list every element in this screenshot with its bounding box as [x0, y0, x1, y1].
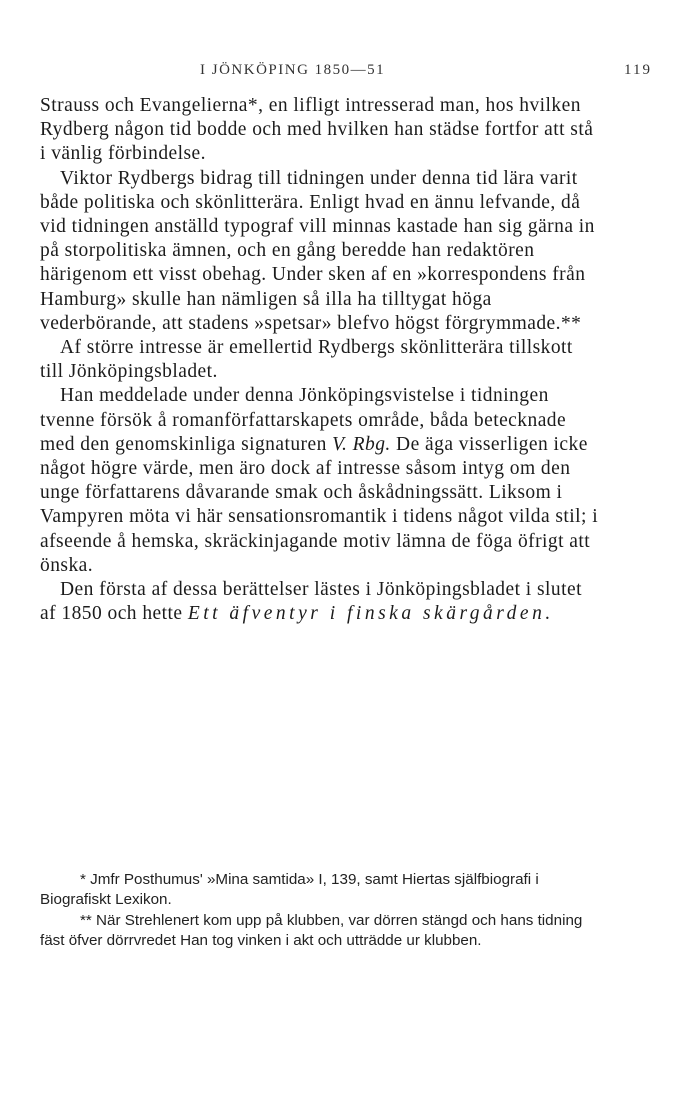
footnotes — [40, 870, 605, 950]
paragraph-5 — [40, 578, 600, 626]
footnote-2: ** När Strehlenert kom upp på klubben, var dörren stängd och hans tidning fäst öfver dörrvredet Han tog vinken i akt och utträdde ur klubben. — [40, 912, 583, 949]
paragraph-5-part-a: Den första af dessa berättelser lästes i Jönköpingsbladet i slutet af 1850 och hette — [40, 579, 582, 625]
paragraph-3: Af större intresse är emellertid Rydbergs skönlitterära tillskott till Jönköpingsbladet. — [40, 337, 573, 383]
running-head — [40, 62, 660, 82]
paragraph-2: Viktor Rydbergs bidrag till tidningen under denna tid lära varit både politiska och skönlitterära. Enligt hvad en ännu lefvande, då vid tidningen anställd typograf vill minnas kastade han sig gärna in på storpolitiska ämnen, och en gång beredde han redaktören härigenom ett visst obehag. Under sken af en »korrespondens från Hamburg» skulle han nämligen så illa ha tilltygat höga vederbörande, att stadens »spetsar» blefvo högst förgrymmade.** — [40, 167, 595, 334]
signature: V. Rbg. — [332, 433, 391, 455]
body-text — [40, 94, 600, 626]
running-head-title: I JÖNKÖPING 1850—51 — [200, 62, 386, 78]
paragraph-4 — [40, 384, 600, 578]
story-title: Ett äfventyr i finska skärgården. — [187, 603, 554, 625]
paragraph-1: Strauss och Evangelierna*, en lifligt intresserad man, hos hvilken Rydberg någon tid bodde och med hvilken han städse fortfor att stå i vänlig förbindelse. — [40, 95, 594, 165]
page-number: 119 — [624, 62, 652, 78]
paragraph-4-part-a: Han meddelade under denna Jönköpingsvistelse i tidningen tvenne försök å romanförfattarskapets område, båda betecknade med den genomskinliga signaturen — [40, 385, 567, 455]
footnote-1: * Jmfr Posthumus' »Mina samtida» I, 139, samt Hiertas själfbiografi i Biografiskt Lexikon. — [40, 871, 539, 908]
paragraph-4-part-b: De äga visserligen icke något högre värde, men äro dock af intresse såsom intyg om den unge författarens dåvarande smak och åskådningssätt. Liksom i Vampyren möta vi här sensationsromantik i tidens något vilda stil; i afseende å hemska, skräckinjagande motiv lämna de föga öfrigt att önska. — [40, 433, 599, 576]
